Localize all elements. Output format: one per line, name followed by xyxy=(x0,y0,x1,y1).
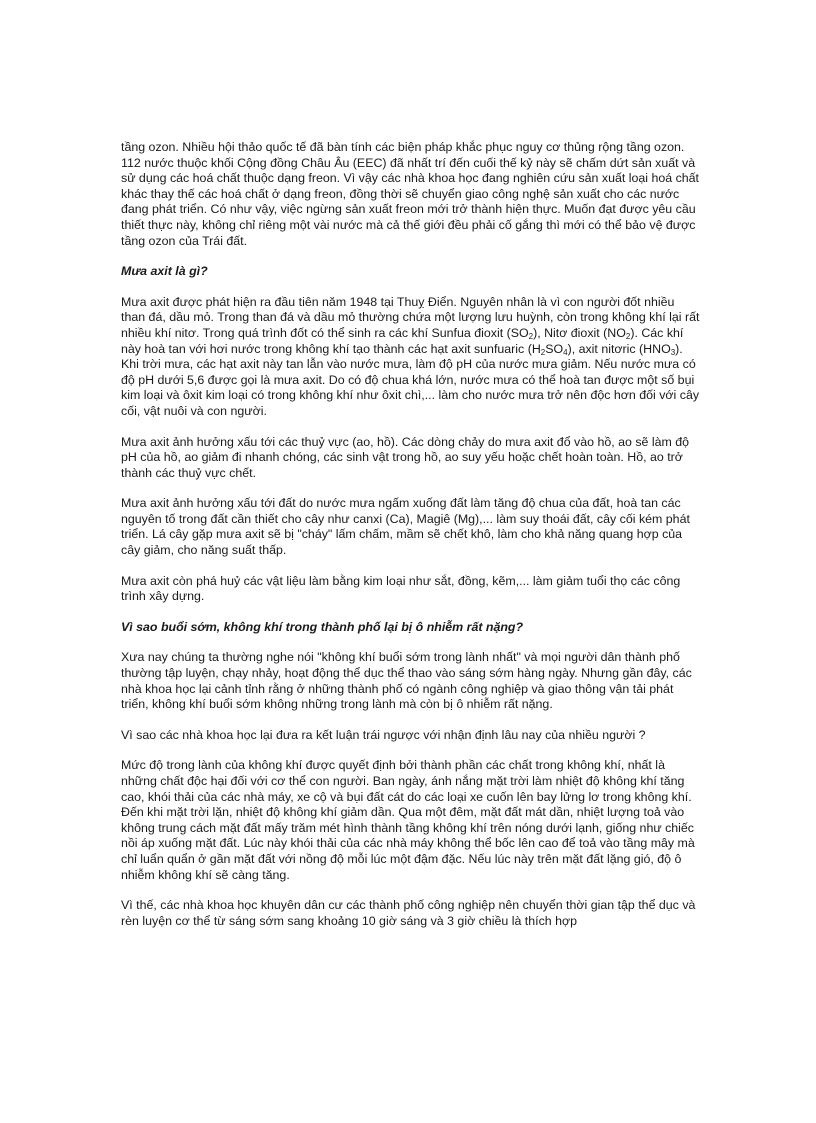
paragraph-morning-air-intro: Xưa nay chúng ta thường nghe nói "không khí buổi sớm trong lành nhất" và mọi người dân thành phố thường tập luyện, chạy nhảy, hoạt động thể dục thể thao vào sáng sớm hàng ngày. Nhưng gần đây, các nhà khoa học lại cảnh tỉnh rằng ở những thành phố có ngành công nghiệp và giao thông vận tải phát triển, không khí buổi sớm không những trong lành mà còn bị ô nhiễm rất nặng. xyxy=(121,650,692,712)
paragraph-acid-rain-soil: Mưa axit ảnh hưởng xấu tới đất do nước mưa ngấm xuống đất làm tăng độ chua của đất, hoà tan các nguyên tố trong đất cần thiết cho cây như canxi (Ca), Magiê (Mg),... làm suy thoái đất, cây cối kém phát triển. Lá cây gặp mưa axit sẽ bị "cháy" lấm chấm, mầm sẽ chết khô, làm cho khả năng quang hợp của cây giảm, cho năng suất thấp. xyxy=(121,496,690,558)
paragraph-morning-air-explanation: Mức độ trong lành của không khí được quyết định bởi thành phần các chất trong không khí, nhất là những chất độc hại đối với cơ thể con người. Ban ngày, ánh nắng mặt trời làm nhiệt độ không khí tăng cao, khói thải của các nhà máy, xe cộ và bụi đất cát do các loại xe cuốn lên bay lửng lơ trong không khí. Đến khi mặt trời lặn, nhiệt độ không khí giảm dần. Qua một đêm, mặt đất mát dần, nhiệt lượng toả vào không trung cách mặt đất mấy trăm mét hình thành tầng không khí trên nóng dưới lạnh, giống như chiếc nồi áp xuống mặt đất. Lúc này khói thải của các nhà máy không thể bốc lên cao để toả vào tầng mây mà chỉ luẩn quẩn ở gần mặt đất với nồng độ mỗi lúc một đậm đặc. Nếu lúc này trên mặt đất lặng gió, độ ô nhiễm không khí sẽ càng tăng. xyxy=(121,758,695,882)
paragraph-morning-air-advice: Vì thế, các nhà khoa học khuyên dân cư các thành phố công nghiệp nên chuyển thời gian tập thể dục và rèn luyện cơ thể từ sáng sớm sang khoảng 10 giờ sáng và 3 giờ chiều là thích hợp xyxy=(121,898,696,928)
heading-acid-rain: Mưa axit là gì? xyxy=(121,264,208,279)
document-page xyxy=(121,140,701,944)
paragraph-acid-rain-metal: Mưa axit còn phá huỷ các vật liệu làm bằng kim loại như sắt, đồng, kẽm,... làm giảm tuổi thọ các công trình xây dựng. xyxy=(121,573,681,604)
paragraph-morning-air-question: Vì sao các nhà khoa học lại đưa ra kết luận trái ngược với nhận định lâu nay của nhiều người ? xyxy=(121,727,646,742)
paragraph-ozone-intro: tầng ozon. Nhiều hội thảo quốc tế đã bàn tính các biện pháp khắc phục nguy cơ thủng rộng tầng ozon. 112 nước thuộc khối Cộng đồng Châu Âu (EEC) đã nhất trí đến cuối thế kỷ này sẽ chấm dứt sản xuất và sử dụng các hoá chất thuộc dạng freon. Vì vậy các nhà khoa học đang nghiên cứu sản xuất loại hoá chất khác thay thế các hoá chất ở dạng freon, đồng thời sẽ chuyển giao công nghệ sản xuất cho các nước đang phát triển. Có như vậy, việc ngừng sản xuất freon mới trở thành hiện thực. Muốn đạt được yêu cầu thiết thực này, không chỉ riêng một vài nước mà cả thế giới đều phải cố gắng thì mới có thể bảo vệ được tầng ozon của Trái đất. xyxy=(121,140,700,248)
heading-morning-air: Vì sao buổi sớm, không khí trong thành phố lại bị ô nhiễm rất nặng? xyxy=(121,619,524,634)
paragraph-acid-rain-cause: Mưa axit được phát hiện ra đầu tiên năm 1948 tại Thuỵ Điển. Nguyên nhân là vì con người đốt nhiều than đá, dầu mỏ. Trong than đá và dầu mỏ thường chứa một lượng lưu huỳnh, còn trong không khí lại rất nhiều khí nitơ. Trong quá trình đốt có thể sinh ra các khí Sunfua đioxit $(SO_2)$, Nitơ đioxit $(NO_2)$. Các khí này hoà tan với hơi nước trong không khí tạo thành các hạt axit sunfuaric $(H_2SO_4)$, axit nitơric $(HNO_3)$. Khi trời mưa, các hạt axit này tan lẫn vào nước mưa, làm độ pH của nước mưa giảm. Nếu nước mưa có độ pH dưới 5,6 được gọi là mưa axit. Do có độ chua khá lớn, nước mưa có thể hoà tan được một số bụi kim loại và ôxit kim loại có trong không khí như ôxit chì,... làm cho nước mưa trở nên độc hơn đối với cây cối, vật nuôi và con người. xyxy=(121,294,700,418)
paragraph-acid-rain-water: Mưa axit ảnh hưởng xấu tới các thuỷ vực (ao, hồ). Các dòng chảy do mưa axit đổ vào hồ, ao sẽ làm độ pH của hồ, ao giảm đi nhanh chóng, các sinh vật trong hồ, ao suy yếu hoặc chết hoàn toàn. Hồ, ao trở thành các thuỷ vực chết. xyxy=(121,434,690,480)
